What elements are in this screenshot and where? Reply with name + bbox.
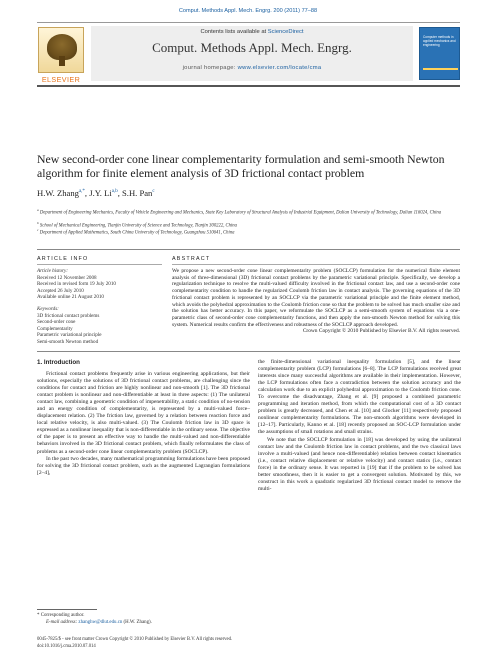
abstract-text: We propose a new second-order cone linear complementarity problem (SOCLCP) formulation for the numerical finite element analysis of three-dimensional (3D) frictional contact problems by the parametric variational principle. Specifically, we develop a regularization technique to resolve the multi-valued difficulty involved in the frictional contact law, and use a second-order cone complementarity condition to handle the regularized Coulomb friction law in contact analysis. The governing equations of the 3D frictional contact problem is represented by an SOCLCP via the parametric variational principle and the finite element method, which avoids the polyhedral approximation to the Coulomb friction cone so that the problem to be solved has much smaller size and the solution has better accuracy. In this paper, we reformulate the SOCLCP as a semi-smooth system of equations via a one-parametric class of second-order cone complementarity functions, and then apply the non-smooth Newton method for solving this system. Numerical results confirm the effectiveness and robustness of the SOCLCP approach developed. xyxy=(172,268,460,328)
journal-cover-thumbnail xyxy=(419,27,460,80)
header-bottom-rule xyxy=(37,85,460,87)
tree-trunk-icon xyxy=(59,56,65,66)
keyword: Semi-smooth Newton method xyxy=(37,338,99,345)
author-sup[interactable]: a,* xyxy=(78,189,85,195)
affiliation xyxy=(37,207,457,217)
article-title: New second-order cone linear complementarity formulation and semi-smooth Newton algorithm for finite element analysis of 3D frictional contact problem xyxy=(37,152,445,180)
section-separator xyxy=(37,249,460,250)
author-name: J.Y. Li xyxy=(89,188,112,198)
history-label: Article history: xyxy=(37,268,68,274)
keywords xyxy=(37,306,162,346)
homepage-prefix: journal homepage: xyxy=(182,65,238,71)
journal-citation[interactable]: Comput. Methods Appl. Mech. Engrg. 200 (2011) 77–88 xyxy=(178,8,318,14)
history-item: Received in revised form 19 July 2010 xyxy=(37,281,116,288)
article-history xyxy=(37,268,162,301)
email-note xyxy=(46,620,246,626)
affiliation-sup: b xyxy=(37,221,39,225)
author-email-link[interactable]: zhanghw@dlut.edu.cn xyxy=(78,620,123,625)
history-item: Available online 21 August 2010 xyxy=(37,294,104,301)
author-sup[interactable]: a,b xyxy=(111,189,118,195)
keyword: Second-order cone xyxy=(37,319,76,326)
elsevier-tree-logo xyxy=(38,27,84,73)
corresponding-author-label: Corresponding author. xyxy=(40,613,85,618)
cover-stripe xyxy=(423,68,458,70)
keyword: 3D frictional contact problems xyxy=(37,312,100,319)
paragraph: In the past two decades, many mathematical programming formulations have been proposed for solving the 3D frictional contact problem, such as the augmented Lagrangian formulations [2–4], xyxy=(37,455,250,476)
abstract-rule xyxy=(172,264,460,265)
author-name: S.H. Pan xyxy=(122,188,153,198)
sciencedirect-link[interactable]: ScienceDirect xyxy=(267,29,304,35)
body-separator xyxy=(37,351,460,352)
abstract-copyright: Crown Copyright © 2010 Published by Elsevier B.V. All rights reserved. xyxy=(302,328,460,335)
right-column xyxy=(258,359,461,493)
affiliation-text: Department of Applied Mathematics, South China University of Technology, Guangzhou 510641, China xyxy=(39,230,235,236)
affiliation-sup: a xyxy=(37,208,39,212)
history-item: Accepted 26 July 2010 xyxy=(37,287,84,294)
article-info-heading: ARTICLE INFO xyxy=(37,256,89,262)
footnote-marker: * xyxy=(37,613,40,618)
author-name: H.W. Zhang xyxy=(37,188,79,198)
author-sup[interactable]: c xyxy=(152,189,155,195)
paragraph: We note that the SOCLCP formulation in [18] was developed by using the unilateral contact law and the Coulomb friction law in contact problems, and the two classical laws involve a multi-valued (and hence non-differentiable) relation between contact kinematics (i.e., contact relative displacement or relative velocity) and contact statics (i.e., contact force) in the ordinary sense. It was reported in [19] that if the problem to be solved has better smoothness, then it is easier to get a convergent solution. Motivated by this, we construct in this work a quadratic regularized 3D frictional contact model to remove the multi- xyxy=(258,436,461,492)
paragraph: Frictional contact problems frequently arise in various engineering applications, but their solutions, especially the solutions of 3D frictional contact problems, are challenging since the conditions for contact and friction are highly nonlinear and non-smooth [1]. The 3D frictional contact problem is nonlinear and non-differentiable at least in three aspects: (1) The unilateral contact law, combining a geometric condition of impenetrability, a static condition of no-tension and an energy condition of complementarity, is represented by a multi-valued force–displacement relation. (2) The friction law, governed by a relation between reaction force and local relative velocity, is also multi-valued. (3) The Coulomb friction law in 3D space is expressed as a nonlinear inequality that is non-differentiable in the ordinary sense. The objective of the paper is to present an effective way to handle the multi-valued and non-differentiable behaviors involved in the 3D frictional contact problem, which finally reformulates the class of problems as a second-order cone linear complementarity problem (SOCLCP). xyxy=(37,371,250,455)
cover-title: Computer methods in applied mechanics and engineering xyxy=(423,35,456,47)
journal-title: Comput. Methods Appl. Mech. Engrg. xyxy=(152,40,352,55)
doi-line[interactable]: doi:10.1016/j.cma.2010.07.014 xyxy=(37,644,96,649)
contents-line xyxy=(91,29,413,35)
abstract-body xyxy=(172,268,460,335)
article-info-rule xyxy=(37,264,162,265)
issn-line: 0045-7825/$ - see front matter Crown Copyright © 2010 Published by Elsevier B.V. All rights reserved. xyxy=(37,637,233,642)
keywords-label: Keywords: xyxy=(37,306,59,312)
publisher-name: ELSEVIER xyxy=(41,75,81,84)
email-suffix: (H.W. Zhang). xyxy=(122,620,152,625)
abstract-heading: ABSTRACT xyxy=(172,256,211,262)
footnote-rule xyxy=(37,609,97,610)
email-label: E-mail address: xyxy=(46,620,79,625)
author-list: H.W. Zhang$^{a,*}$, J.Y. Li$^{a,b}$, S.H. Pan$^c$ xyxy=(37,188,155,198)
homepage-link[interactable]: www.elsevier.com/locate/cma xyxy=(237,65,322,71)
affiliation-sup: c xyxy=(37,228,39,232)
contents-prefix: Contents lists available at xyxy=(200,29,268,35)
left-column xyxy=(37,371,250,477)
introduction-heading: 1. Introduction xyxy=(37,359,80,366)
keyword: Parametric variational principle xyxy=(37,332,102,339)
affiliation-text: School of Mechanical Engineering, Tianjin University of Science and Technology, Tianjin 300222, China xyxy=(39,223,237,229)
header-top-rule xyxy=(37,22,460,23)
journal-homepage xyxy=(91,65,413,71)
corresponding-author-note xyxy=(37,613,237,619)
paragraph: the finite-dimensional variational inequality formulation [5], and the linear complementarity problem (LCP) formulations [6–8]. The LCP formulations received great interests since many successful algorithms are available in their implementation. However, the LCP formulations often face a contradiction between the solution accuracy and the calculation work due to an explicit polyhedral approximation to the Coulomb friction cone. To overcome the disadvantage, Zhang et al. [9] proposed a combined parametric programming and iteration method, from which the computational cost of a 3D contact problem is greatly decreased, and Chen et al. [10] and Glocker [11] respectively proposed nonlinear complementarity formulations. The non-smooth algorithms were developed in [12–17]. Particularly, Kanno et al. [18] recently proposed an SOC-LCP formulation under the assumptions of small rotations and small strains. xyxy=(258,359,461,436)
keyword: Complementarity xyxy=(37,325,73,332)
history-item: Received 12 November 2008 xyxy=(37,274,97,281)
affiliation-text: Department of Engineering Mechanics, Faculty of Vehicle Engineering and Mechanics, State Key Laboratory of Structural Analysis of Industrial Equipment, Dalian University of Technology, Dalian 116024, China xyxy=(39,210,442,216)
affiliation xyxy=(37,227,457,237)
